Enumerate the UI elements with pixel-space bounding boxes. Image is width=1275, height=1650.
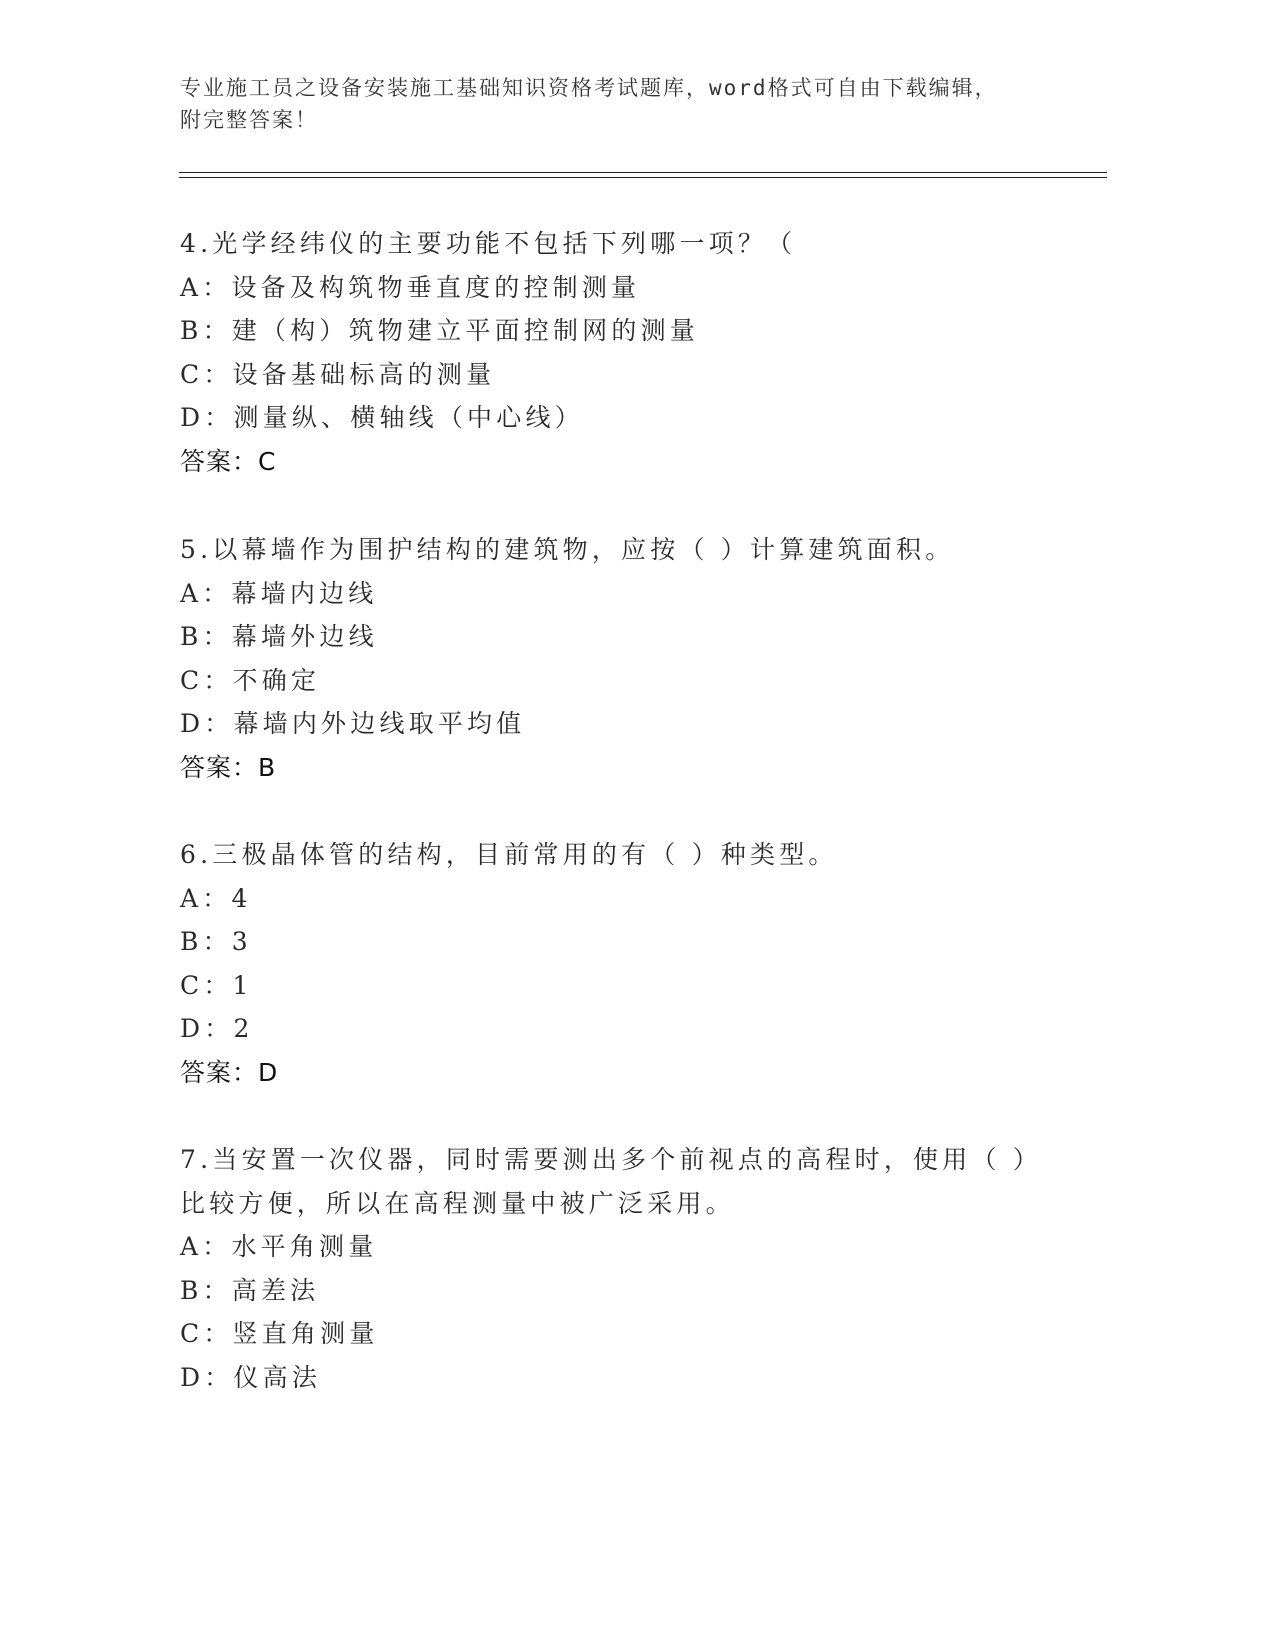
document-header [180, 72, 1060, 136]
question-7 [180, 1138, 1060, 1399]
header-line-2: 附完整答案！ [180, 108, 318, 132]
question-6 [180, 833, 1060, 1094]
option-b: B：3 [180, 927, 252, 956]
answer: 答案：D [180, 1057, 279, 1087]
option-a: A：设备及构筑物垂直度的控制测量 [180, 272, 641, 302]
option-b: B：高差法 [180, 1275, 320, 1305]
option-c: C：竖直角测量 [180, 1319, 379, 1348]
header-rule-bottom [179, 177, 1107, 178]
option-a: A：幕墙内边线 [180, 578, 378, 608]
option-a: A：水平角测量 [180, 1232, 378, 1261]
option-d: D：仪高法 [180, 1362, 322, 1392]
option-c: C：设备基础标高的测量 [180, 359, 496, 389]
question-text: 6.三极晶体管的结构，目前常用的有（ ）种类型。 [180, 840, 838, 869]
answer: 答案：B [180, 752, 277, 782]
question-text: 5.以幕墙作为围护结构的建筑物，应按（ ）计算建筑面积。 [180, 535, 955, 564]
option-d: D：测量纵、横轴线（中心线） [180, 403, 584, 432]
option-d: D：幕墙内外边线取平均值 [180, 709, 526, 738]
option-d: D：2 [180, 1014, 254, 1043]
option-c: C：1 [180, 970, 253, 1000]
option-c: C：不确定 [180, 665, 321, 695]
question-5 [180, 528, 1060, 789]
option-b: B：建（构）筑物建立平面控制网的测量 [180, 316, 699, 345]
answer: 答案：C [180, 446, 277, 476]
option-a: A：4 [180, 883, 252, 913]
option-b: B：幕墙外边线 [180, 622, 378, 651]
question-text: 4.光学经纬仪的主要功能不包括下列哪一项？（ [180, 229, 797, 258]
question-4 [180, 222, 1060, 483]
header-rule-top [179, 172, 1107, 173]
header-line-1: 专业施工员之设备安装施工基础知识资格考试题库，word格式可自由下载编辑， [180, 76, 998, 100]
question-text: 7.当安置一次仪器，同时需要测出多个前视点的高程时，使用（ ）比较方便，所以在高程测量中被广泛采用。 [180, 1145, 1043, 1218]
